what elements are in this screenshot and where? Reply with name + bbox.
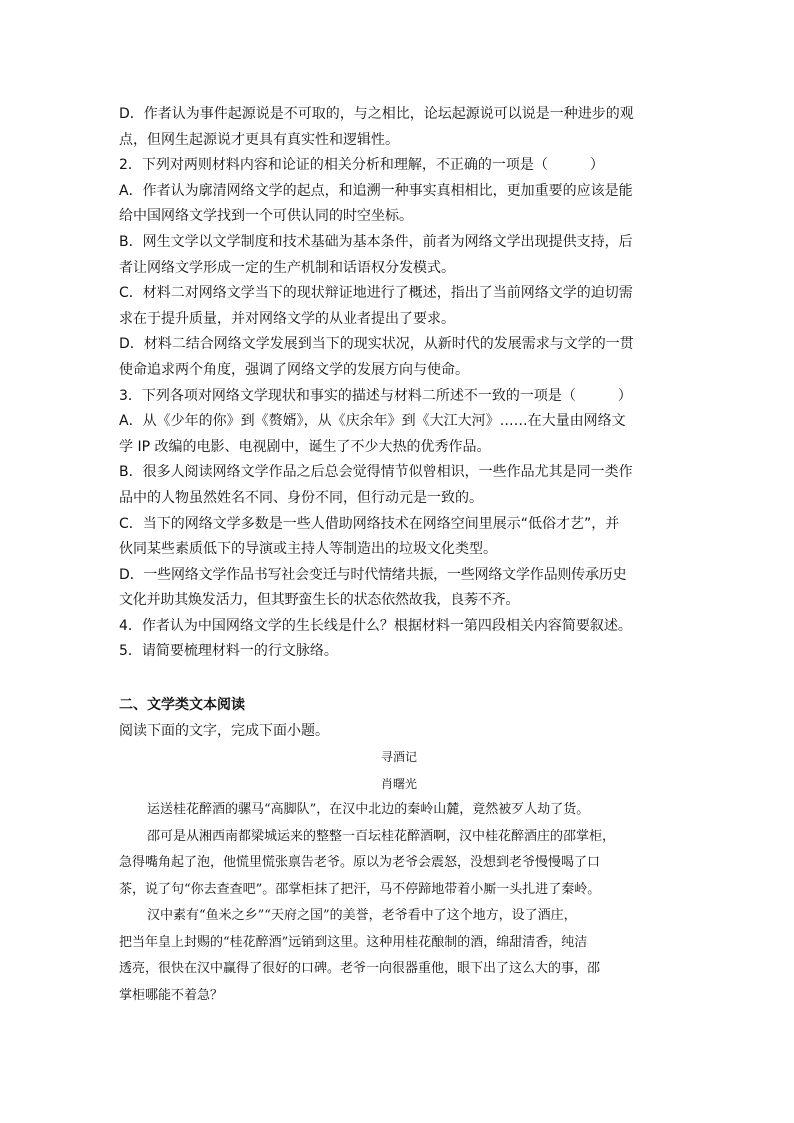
- story-line: 茶，说了句“你去查查吧”。邵掌柜抹了把汗，马不停蹄地带着小厮一头扎进了秦岭。: [119, 881, 601, 897]
- question-stem: 3．下列各项对网络文学现状和事实的描述与材料二所述不一致的一项是（ ）: [119, 387, 632, 404]
- text-line: D．作者认为事件起源说是不可取的，与之相比，论坛起源说可以说是一种进步的观: [119, 106, 634, 122]
- story-author: 肖曙光: [380, 776, 417, 791]
- option-c-line: C．当下的网络文学多数是一些人借助网络技术在网络空间里展示“低俗才艺”，并: [119, 515, 620, 532]
- story-line: 透亮，很快在汉中赢得了很好的口碑。老爷一向很器重他，眼下出了这么大的事，邵: [119, 961, 601, 977]
- question-3: [119, 384, 679, 614]
- story-line: 急得嘴角起了泡，他慌里慌张禀告老爷。原以为老爷会震怒，没想到老爷慢慢喝了口: [119, 855, 601, 871]
- option-b-line: B．网生文学以文学制度和技术基础为基本条件，前者为网络文学出现提供支持，后: [119, 233, 633, 250]
- option-d-line: D．材料二结合网络文学发展到当下的现实状况，从新时代的发展需求与文学的一贯: [119, 336, 634, 353]
- q1-option-d: [119, 102, 679, 153]
- option-c-line: C．材料二对网络文学当下的现状辩证地进行了概述，指出了当前网络文学的迫切需: [119, 285, 633, 302]
- option-a-line: A．作者认为廓清网络文学的起点，和追溯一种事实真相相比，更加重要的应该是能: [119, 182, 633, 199]
- text-line: 点，但网生起源说才更具有真实性和逻辑性。: [119, 131, 399, 148]
- option-d-line: 使命追求两个角度，强调了网络文学的发展方向与使命。: [119, 361, 469, 378]
- question-2: [119, 153, 679, 383]
- option-a-line: A．从《少年的你》到《赘婿》，从《庆余年》到《大江大河》……在大量由网络文: [119, 413, 626, 430]
- story-title: 寻酒记: [380, 750, 417, 765]
- section-title: 二、文学类文本阅读: [119, 697, 245, 714]
- story-paragraph-1: 运送桂花醉酒的骡马“高脚队”，在汉中北边的秦岭山麓，竟然被歹人劫了货。: [147, 802, 590, 818]
- story-line: 把当年皇上封赐的“桂花醉酒”远销到这里。这种用桂花酿制的酒，绵甜清香，纯洁: [119, 934, 588, 950]
- story-paragraph-2: 邵可是从湘西南都梁城运来的整整一百坛桂花醉酒啊，汉中桂花醉酒庄的邵掌柜，: [147, 828, 616, 844]
- option-d-line: D．一些网络文学作品书写社会变迁与时代情绪共振，一些网络文学作品则传承历史: [119, 566, 627, 583]
- story-paragraph-3: 汉中素有“鱼米之乡”“天府之国”的美誉，老爷看中了这个地方，设了酒庄，: [147, 908, 577, 924]
- document-page: [119, 102, 679, 1009]
- question-stem: 2．下列对两则材料内容和论证的相关分析和理解，不正确的一项是（ ）: [119, 157, 604, 174]
- option-c-line: 伙同某些素质低下的导演或主持人等制造出的垃圾文化类型。: [119, 541, 497, 558]
- section-spacer: [119, 665, 679, 693]
- question-5: 5．请简要梳理材料一的行文脉络。: [119, 643, 338, 660]
- section-instruction: 阅读下面的文字，完成下面小题。: [119, 722, 329, 739]
- option-c-line: 求在于提升质量，并对网络文学的从业者提出了要求。: [119, 310, 455, 327]
- option-a-line: 给中国网络文学找到一个可供认同的时空坐标。: [119, 208, 413, 225]
- option-b-line: B．很多人阅读网络文学作品之后总会觉得情节似曾相识，一些作品尤其是同一类作: [119, 464, 633, 481]
- option-b-line: 者让网络文学形成一定的生产机制和话语权分发模式。: [119, 259, 455, 276]
- section-2: [119, 693, 679, 1009]
- option-d-line: 文化并助其焕发活力，但其野蛮生长的状态依然故我，良莠不齐。: [119, 592, 520, 609]
- option-b-line: 品中的人物虽然姓名不同、身份不同，但行动元是一致的。: [119, 489, 483, 506]
- option-a-line: 学 IP 改编的电影、电视剧中，诞生了不少大热的优秀作品。: [119, 438, 491, 455]
- question-4: 4．作者认为中国网络文学的生长线是什么？根据材料一第四段相关内容简要叙述。: [119, 617, 632, 634]
- story-line: 掌柜哪能不着急？: [119, 987, 224, 1003]
